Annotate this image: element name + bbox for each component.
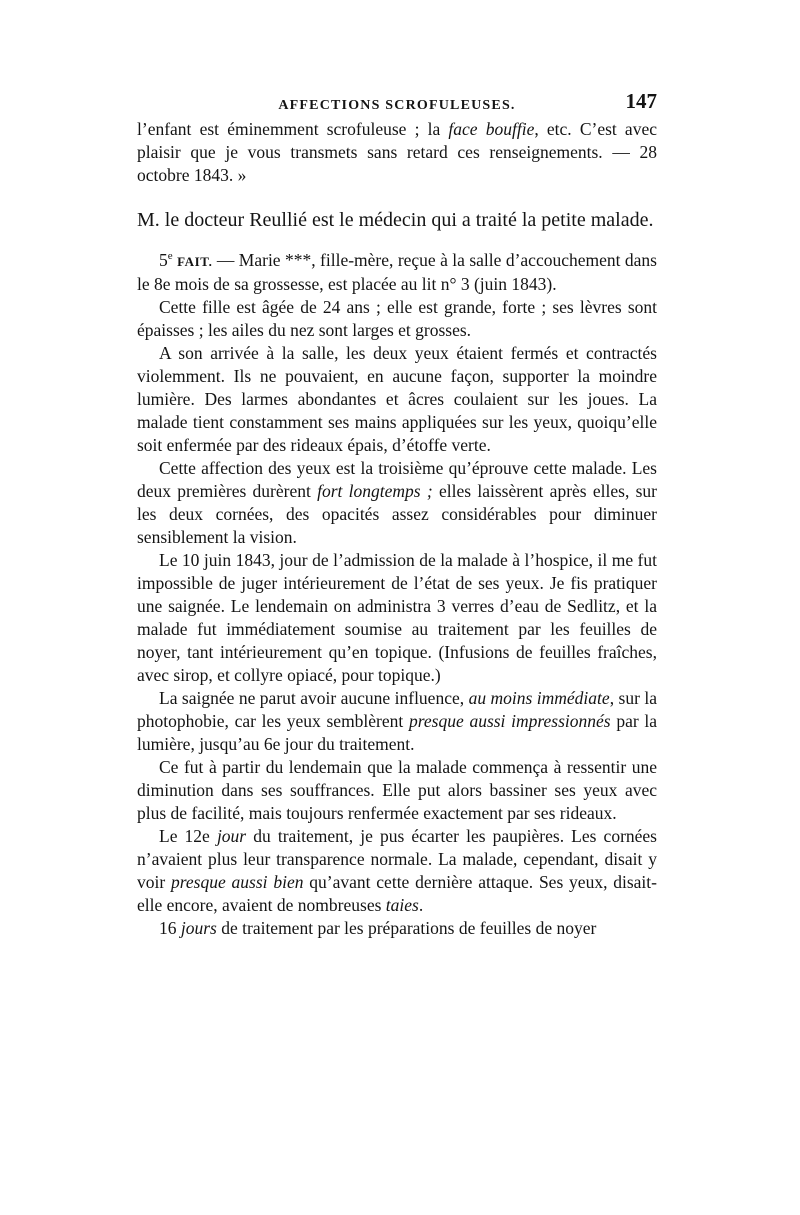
case-paragraph-4-b: elles laissèrent après elles, sur les deux cornées, des opacités assez considérables pour diminuer sensiblement la vision. [137,481,657,547]
case-paragraph-9-a: 16 [159,918,181,938]
case-paragraph-8-d: . [418,895,424,915]
case-paragraph-6-italic-1: au moins immédiate [468,688,610,708]
case-paragraph-8-a: Le 12e [159,826,217,846]
case-paragraph-6-c: par la lumière, jusqu’au 6e jour du traitement. [137,711,658,754]
case-paragraph-9 [137,917,657,940]
case-paragraph-9-b: de traitement par les préparations de feuilles de noyer [216,918,597,938]
case-paragraph-8-italic-3: taies [385,895,419,915]
running-title: AFFECTIONS SCROFULEUSES. [278,98,516,113]
case-paragraph-9-italic: jours [180,918,217,938]
case-paragraph-4-a: Cette affection des yeux est la troisième qu’éprouve cette malade. Les deux premières durèrent [137,458,657,501]
letter-text-2: , etc. C’est avec plaisir que je vous transmets sans retard ces renseignements. — 28 octobre 1843. » [137,119,657,185]
case-label-sup: e [167,250,173,263]
case-paragraph-8-italic-1: jour [216,826,247,846]
case-label-number: 5 [159,250,168,270]
case-paragraph-4 [137,457,657,549]
case-paragraph-6-a: La saignée ne parut avoir aucune influence, [159,688,469,708]
case-label-word: FAIT. [177,254,213,269]
case-paragraph-8-b: du traitement, je pus écarter les paupières. Les cornées n’avaient plus leur transparence normale. La malade, cependant, disait y voir [137,826,657,892]
case-paragraph-8 [137,825,657,917]
case-paragraph-3: A son arrivée à la salle, les deux yeux étaient fermés et contractés violemment. Ils ne pouvaient, en aucune façon, supporter la moindre lumière. Des larmes abondantes et âcres coulaient sur les joues. La malade tient constamment ses mains appliquées sur les yeux, quoiqu’elle soit enfermée par des rideaux épais, d’étoffe verte. [137,343,657,455]
case-paragraph-8-italic-2: presque aussi bien [171,872,304,892]
case-paragraph-5: Le 10 juin 1843, jour de l’admission de la malade à l’hospice, il me fut impossible de juger intérieurement de l’état de ses yeux. Je fis pratiquer une saignée. Le lendemain on administra 3 verres d’eau de Sedlitz, et la malade fut immédiatement soumise au traitement par les feuilles de noyer, tant intérieurement qu’en topique. (Infusions de feuilles fraîches, avec sirop, et collyre opiacé, pour topique.) [137,550,657,685]
page-number: 147 [625,89,657,113]
letter-italic: face bouffie [448,119,535,139]
letter-text-1: l’enfant est éminemment scrofuleuse ; la [137,119,449,139]
case-paragraph-1-text: — Marie ***, fille-mère, reçue à la salle d’accouchement dans le 8e mois de sa grossesse, est placée au lit n° 3 (juin 1843). [137,250,657,294]
case-paragraph-4-italic: fort longtemps ; [317,481,433,501]
intro-paragraph: M. le docteur Reullié est le médecin qui a traité la petite malade. [137,209,654,231]
book-page [137,89,658,940]
case-paragraph-8-c: qu’avant cette dernière attaque. Ses yeux, disait-elle encore, avaient de nombreuses [137,872,657,915]
case-paragraph-1 [137,249,657,296]
running-head [137,89,657,118]
case-paragraph-6-italic-2: presque aussi impressionnés [408,711,611,731]
letter-closing-paragraph [137,118,657,187]
case-paragraph-2: Cette fille est âgée de 24 ans ; elle est grande, forte ; ses lèvres sont épaisses ; les ailes du nez sont larges et grosses. [137,297,657,340]
case-paragraph-6-b: , sur la photophobie, car les yeux semblèrent [137,688,657,731]
case-paragraph-7: Ce fut à partir du lendemain que la malade commença à ressentir une diminution dans ses souffrances. Elle put alors bassiner ses yeux avec plus de facilité, mais toujours renfermée exactement par ses rideaux. [137,757,657,823]
case-paragraph-6 [137,687,657,756]
